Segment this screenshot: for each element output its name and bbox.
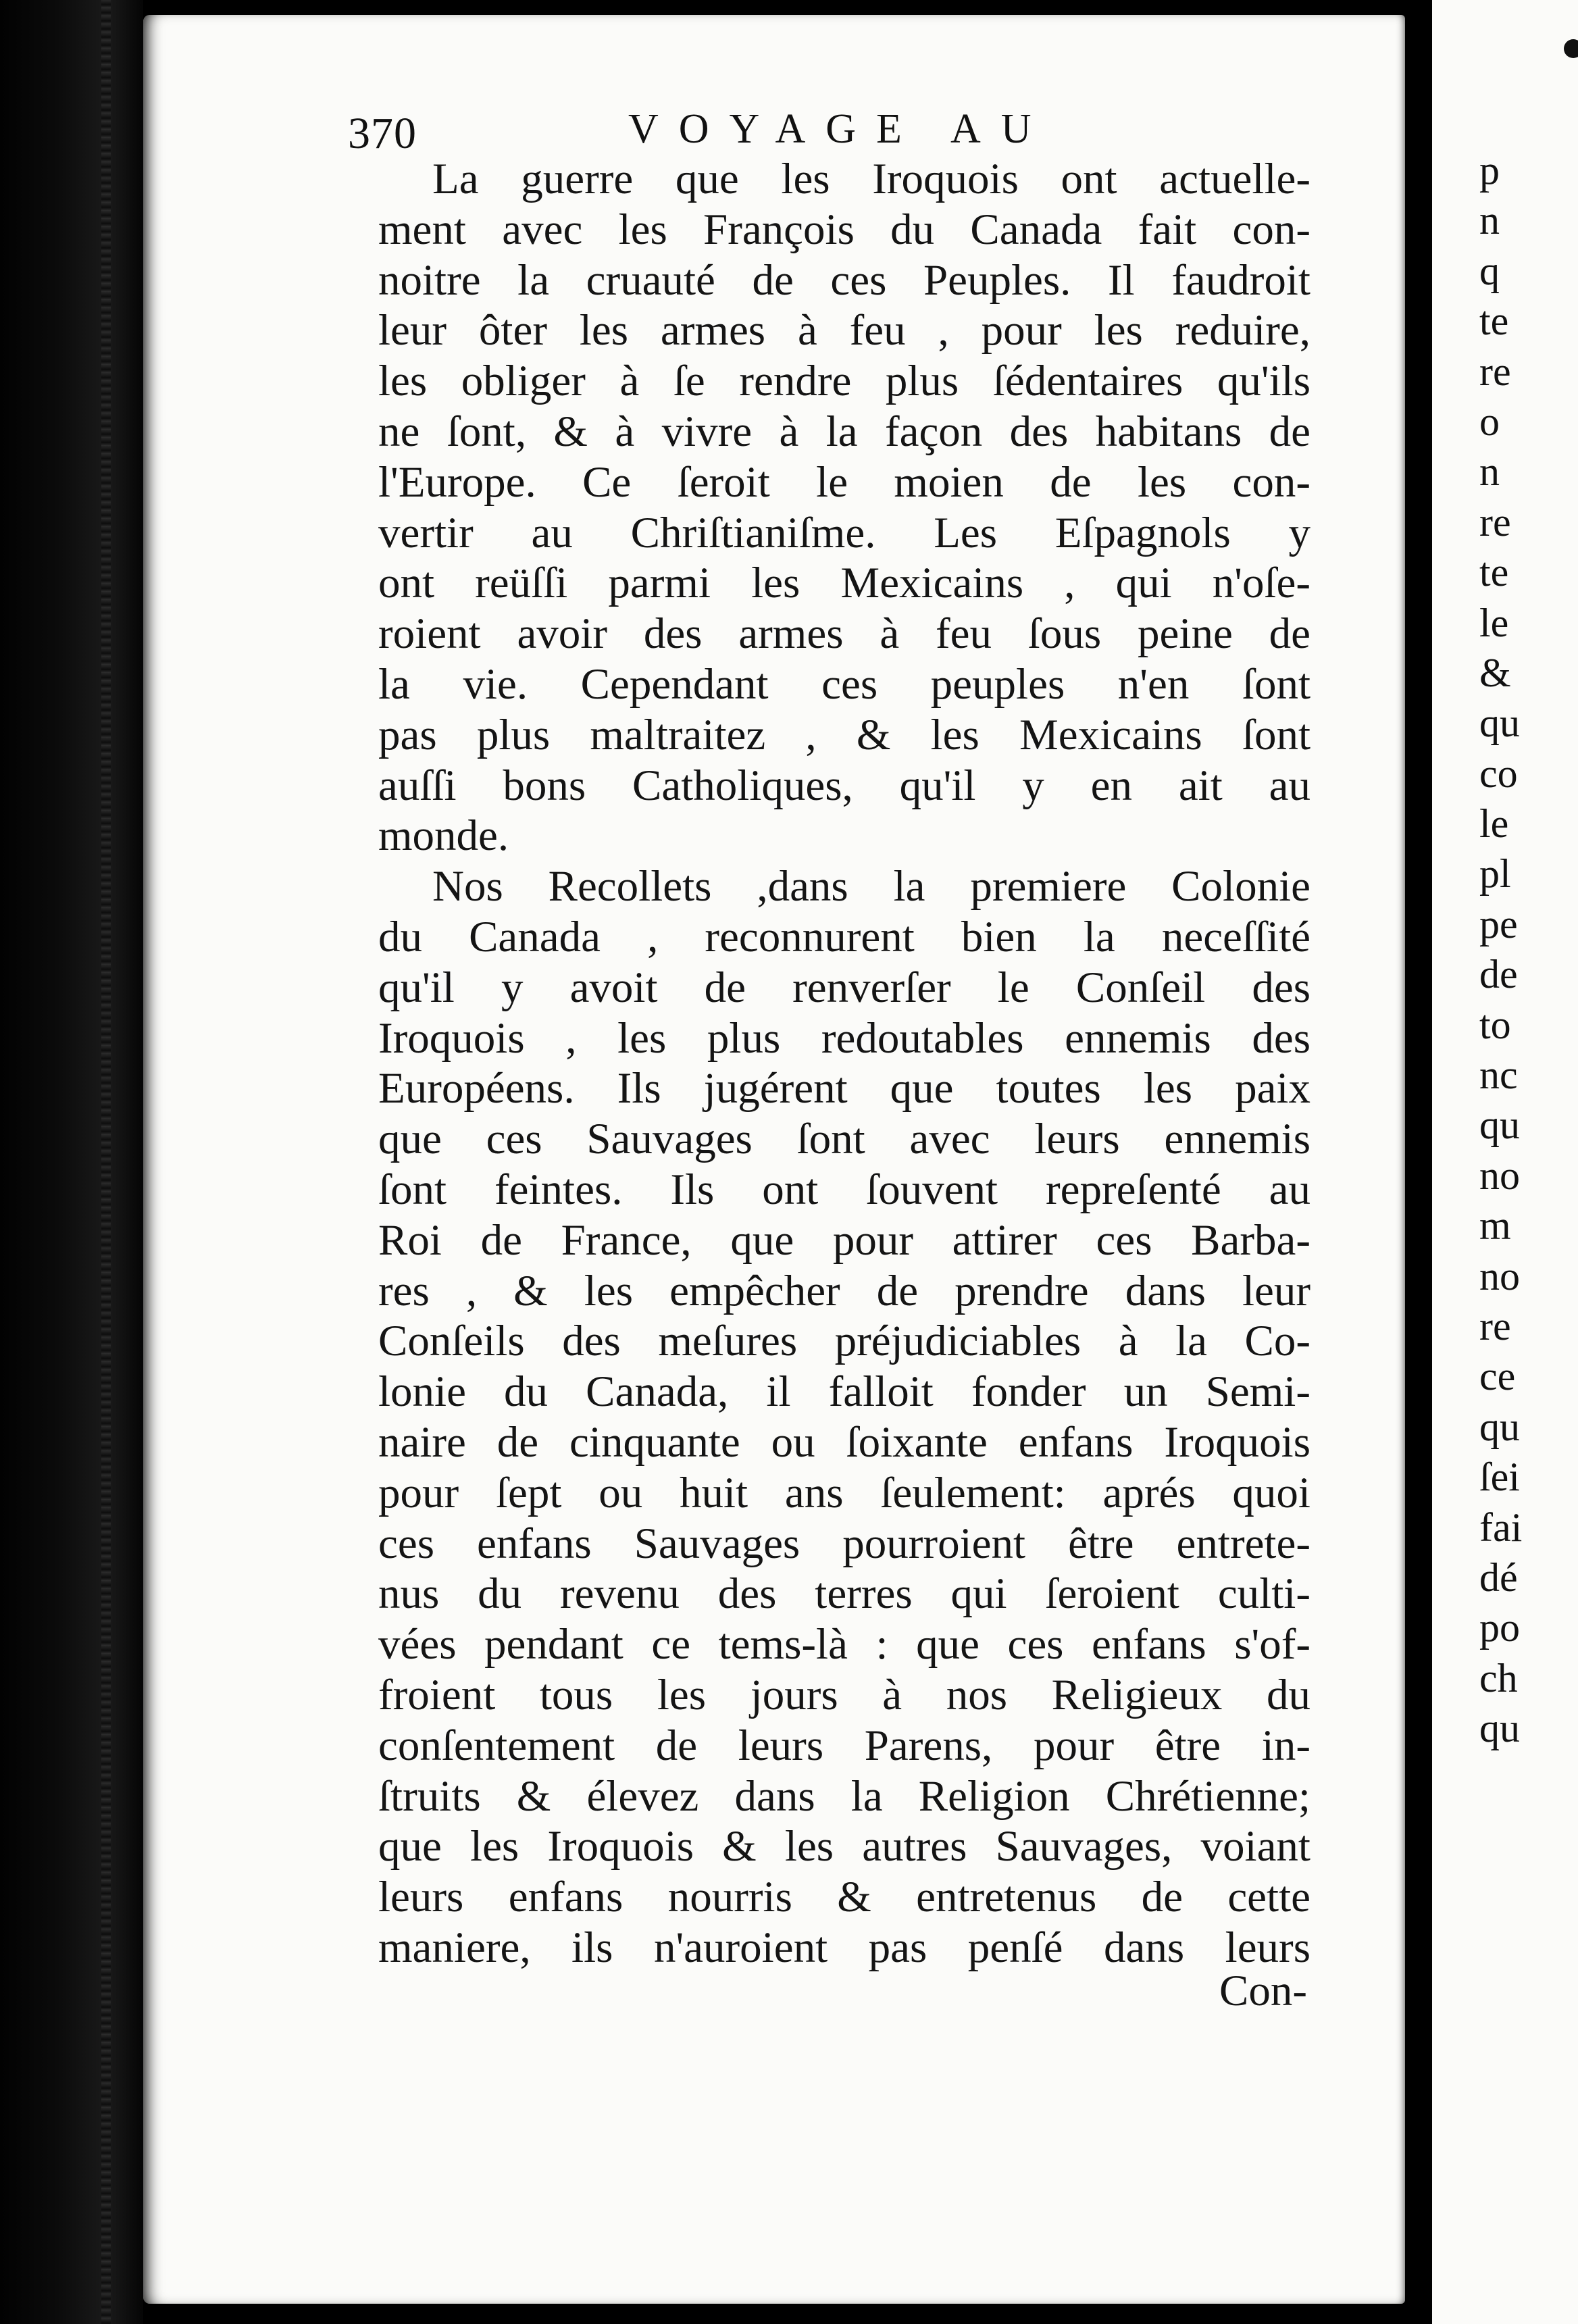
text-line: auſſi bons Catholiques, qu'il y en ait au: [378, 761, 1310, 810]
text-line: Conſeils des meſures préjudiciables à la Co-: [378, 1317, 1310, 1366]
text-line: l'Europe. Ce ſeroit le moien de les con-: [378, 457, 1310, 507]
facing-line: m: [1479, 1203, 1511, 1248]
facing-line: n: [1479, 198, 1500, 243]
text-line: du Canada , reconnurent bien la neceſſité: [378, 912, 1310, 961]
facing-line: ch: [1479, 1655, 1518, 1700]
text-line: leurs enfans nourris & entretenus de cette: [378, 1873, 1310, 1922]
text-line: ſont feintes. Ils ont ſouvent repreſenté au: [378, 1165, 1310, 1214]
text-line: froient tous les jours à nos Religieux du: [378, 1670, 1310, 1719]
text-line: les obliger à ſe rendre plus ſédentaires qu'ils: [378, 357, 1310, 406]
facing-line: qu: [1479, 1706, 1520, 1751]
text-line: La guerre que les Iroquois ont actuelle-: [432, 155, 1310, 203]
text-line: maniere, ils n'auroient pas penſé dans leurs: [378, 1923, 1310, 1972]
text-line: vertir au Chriſtianiſme. Les Eſpagnols y: [378, 508, 1310, 557]
text-line: que ces Sauvages ſont avec leurs ennemis: [378, 1115, 1310, 1164]
text-line: la vie. Cependant ces peuples n'en ſont: [378, 659, 1310, 709]
text-line: pas plus maltraitez , & les Mexicains ſont: [378, 710, 1310, 759]
text-line: pour ſept ou huit ans ſeulement: aprés quoi: [378, 1468, 1310, 1517]
text-line: roient avoir des armes à feu ſous peine de: [378, 609, 1310, 659]
page-number: 370: [348, 109, 417, 158]
text-line: qu'il y avoit de renverſer le Conſeil des: [378, 963, 1310, 1012]
text-line: Roi de France, que pour attirer ces Barba-: [378, 1215, 1310, 1265]
facing-line: re: [1479, 499, 1511, 545]
facing-page-lines: [1479, 145, 1522, 1754]
facing-line: ce: [1479, 1354, 1516, 1399]
facing-line: &: [1479, 650, 1511, 695]
facing-line: pl: [1479, 851, 1511, 896]
facing-line: ſei: [1479, 1455, 1520, 1500]
facing-line: to: [1479, 1002, 1511, 1047]
text-line: leur ôter les armes à feu , pour les reduire,: [378, 306, 1310, 355]
text-line: Nos Recollets ,dans la premiere Colonie: [432, 862, 1310, 911]
text-line: lonie du Canada, il falloit fonder un Semi-: [378, 1367, 1310, 1417]
facing-line: co: [1479, 751, 1518, 796]
facing-line: le: [1479, 600, 1509, 645]
book-binding-gutter: [0, 0, 143, 2324]
facing-line: le: [1479, 801, 1509, 847]
facing-line: fai: [1479, 1505, 1523, 1550]
running-head-title: VOYAGE AU: [628, 106, 1052, 152]
facing-line: re: [1479, 1303, 1511, 1348]
facing-line: nc: [1479, 1053, 1518, 1098]
facing-line: te: [1479, 550, 1509, 595]
text-line: nus du revenu des terres qui ſeroient culti-: [378, 1569, 1310, 1619]
facing-line: pe: [1479, 901, 1518, 946]
text-line: vées pendant ce tems-là : que ces enfans s'of-: [378, 1620, 1310, 1669]
facing-line: qu: [1479, 1404, 1520, 1449]
facing-line: qu: [1479, 1103, 1520, 1148]
text-line: naire de cinquante ou ſoixante enfans Iroquois: [378, 1417, 1310, 1467]
text-line: ne ſont, & à vivre à la façon des habitans de: [378, 407, 1310, 456]
facing-line: de: [1479, 952, 1518, 997]
text-line: Iroquois , les plus redoutables ennemis des: [378, 1013, 1310, 1063]
facing-line: re: [1479, 349, 1511, 394]
text-line: ces enfans Sauvages pourroient être entrete-: [378, 1519, 1310, 1568]
catchword: Con-: [1219, 1967, 1307, 2015]
text-line: conſentement de leurs Parens, pour être in-: [378, 1721, 1310, 1770]
facing-line: te: [1479, 299, 1509, 344]
facing-line: no: [1479, 1153, 1520, 1198]
facing-line: p: [1479, 148, 1500, 193]
facing-line: po: [1479, 1605, 1520, 1650]
facing-line: q: [1479, 248, 1500, 293]
facing-page-fragment: [1432, 0, 1578, 2324]
facing-line: no: [1479, 1253, 1520, 1298]
text-line: que les Iroquois & les autres Sauvages, voiant: [378, 1822, 1310, 1871]
facing-line: n: [1479, 449, 1500, 495]
text-line: ſtruits & élevez dans la Religion Chrétienne;: [378, 1771, 1310, 1821]
text-line: res , & les empêcher de prendre dans leur: [378, 1266, 1310, 1315]
facing-line: o: [1479, 399, 1500, 444]
text-line: ont reüſſi parmi les Mexicains , qui n'oſe-: [378, 559, 1310, 608]
ink-dot-mark: [1564, 39, 1578, 58]
text-line: ment avec les François du Canada fait con-: [378, 205, 1310, 254]
text-line: Européens. Ils jugérent que toutes les paix: [378, 1064, 1310, 1113]
facing-line: dé: [1479, 1555, 1518, 1600]
page-fold-shadow: [1405, 0, 1432, 2324]
facing-line: qu: [1479, 701, 1520, 746]
body-text: [378, 154, 1310, 1973]
text-line: monde.: [378, 811, 509, 861]
text-line: noitre la cruauté de ces Peuples. Il faudroit: [378, 255, 1310, 305]
